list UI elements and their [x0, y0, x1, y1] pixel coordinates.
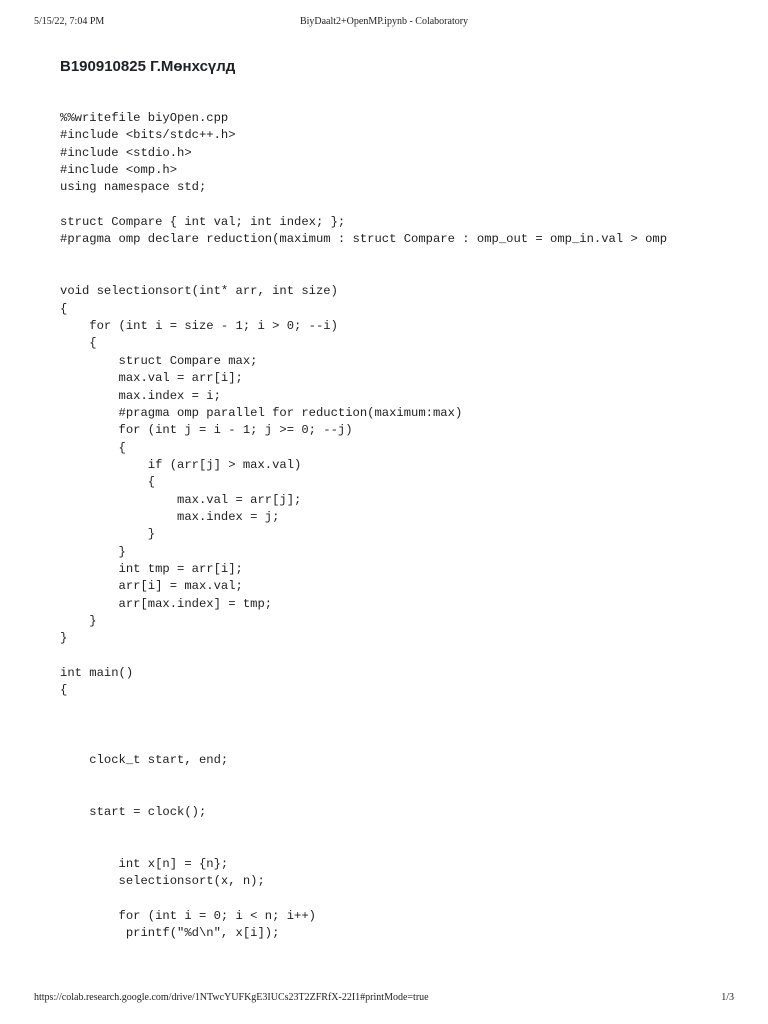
code-line: struct Compare { int val; int index; };: [60, 215, 346, 230]
code-line: selectionsort(x, n);: [60, 874, 265, 889]
code-line: void selectionsort(int* arr, int size): [60, 284, 338, 299]
code-line: {: [60, 440, 126, 455]
print-header: [34, 16, 734, 30]
document-title: B190910825 Г.Мөнхсүлд: [60, 58, 236, 75]
code-line: for (int i = size - 1; i > 0; --i): [60, 319, 338, 334]
code-line: [60, 821, 768, 838]
code-line: #include <omp.h>: [60, 163, 178, 178]
code-line: {: [60, 475, 156, 490]
code-line: max.index = i;: [60, 388, 221, 403]
code-line: for (int i = 0; i < n; i++): [60, 908, 316, 923]
print-datetime: 5/15/22, 7:04 PM: [34, 16, 105, 27]
code-line: #pragma omp declare reduction(maximum : struct Compare : omp_out = omp_in.val > omp: [60, 232, 668, 247]
code-line: }: [60, 527, 156, 542]
code-line: printf("%d\n", x[i]);: [60, 926, 280, 941]
code-line: max.val = arr[i];: [60, 371, 243, 386]
code-line: clock_t start, end;: [60, 752, 229, 767]
print-page-number: 1/3: [721, 992, 734, 1003]
code-line: {: [60, 683, 68, 698]
code-line: [60, 700, 768, 717]
code-line: {: [60, 301, 68, 316]
code-line: int x[n] = {n};: [60, 856, 229, 871]
code-line: #include <bits/stdc++.h>: [60, 128, 236, 143]
code-line: arr[i] = max.val;: [60, 579, 243, 594]
code-line: arr[max.index] = tmp;: [60, 596, 273, 611]
code-line: }: [60, 631, 68, 646]
code-line: [60, 838, 768, 855]
code-line: [60, 648, 768, 665]
code-cell: [60, 110, 768, 943]
code-line: [60, 197, 768, 214]
code-line: {: [60, 336, 97, 351]
code-line: int main(): [60, 666, 134, 680]
print-footer: [34, 992, 734, 1006]
code-line: [60, 266, 768, 283]
code-line: start = clock();: [60, 804, 207, 819]
code-line: max.index = j;: [60, 509, 280, 524]
code-line: struct Compare max;: [60, 353, 258, 368]
code-line: }: [60, 544, 126, 559]
code-line: [60, 786, 768, 803]
code-line: using namespace std;: [60, 180, 207, 195]
code-line: }: [60, 613, 97, 628]
code-line: for (int j = i - 1; j >= 0; --j): [60, 423, 353, 438]
code-line: #include <stdio.h>: [60, 145, 192, 160]
code-line: [60, 249, 768, 266]
code-line: if (arr[j] > max.val): [60, 457, 302, 472]
code-line: max.val = arr[j];: [60, 492, 302, 507]
code-line: [60, 734, 768, 751]
code-line: %%writefile biyOpen.cpp: [60, 111, 229, 125]
code-line: #pragma omp parallel for reduction(maximum:max): [60, 405, 463, 420]
code-line: int tmp = arr[i];: [60, 561, 243, 576]
code-line: [60, 717, 768, 734]
print-page-title: BiyDaalt2+OpenMP.ipynb - Colaboratory: [299, 16, 469, 27]
code-line: [60, 890, 768, 907]
print-url: https://colab.research.google.com/drive/1NTwcYUFKgE3IUCs23T2ZFRfX-22I1#printMode=true: [34, 992, 429, 1003]
code-line: [60, 769, 768, 786]
